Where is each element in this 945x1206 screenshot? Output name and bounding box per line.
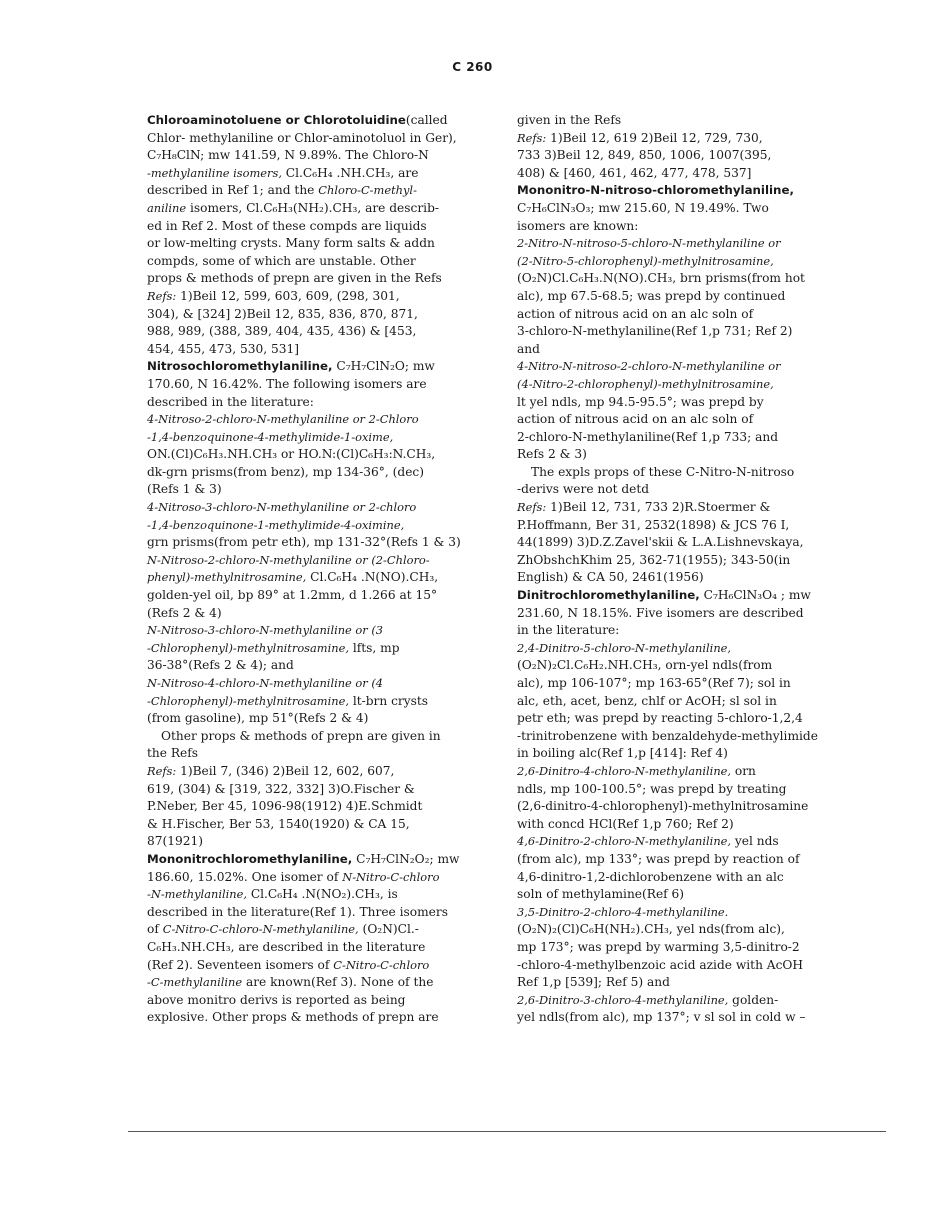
line-text: compds, some of which are unstable. Other <box>147 253 416 268</box>
text-line <box>147 587 472 605</box>
line-text: 1)Beil 12, 731, 733 2)R.Stoermer & <box>546 500 771 515</box>
line-text: mp 173°; was prepd by warming 3,5-dinitro-2 <box>517 939 800 954</box>
text-line <box>517 147 857 165</box>
line-text: ON.(Cl)C₆H₃.NH.CH₃ or HO.N:(Cl)C₆H₃:N.CH₃, <box>147 447 436 462</box>
text-line <box>517 851 857 869</box>
text-line <box>517 429 857 447</box>
text-line <box>517 165 857 183</box>
line-text: 36-38°(Refs 2 & 4); and <box>147 658 294 673</box>
text-line <box>517 622 857 640</box>
line-text: lt yel ndls, mp 94.5-95.5°; was prepd by <box>517 394 764 409</box>
text-line <box>517 605 857 623</box>
line-text: C₇H₈ClN; mw 141.59, N 9.89%. The Chloro-N <box>147 148 429 163</box>
line-text: (Refs 2 & 4) <box>147 605 222 620</box>
text-line <box>517 341 857 359</box>
line-text: orn <box>731 763 756 778</box>
italic-compound-name: aniline <box>147 200 187 215</box>
text-line <box>517 464 857 482</box>
italic-compound-name: -Chlorophenyl)-methylnitrosamine, <box>147 693 349 708</box>
line-text: the Refs <box>147 746 198 761</box>
italic-compound-name: 4-Nitroso-3-chloro-N-methylaniline or 2-chloro <box>147 500 417 515</box>
italic-compound-name: N-Nitro-C-chloro <box>342 869 440 884</box>
entry-heading: Dinitrochloromethylaniline, <box>517 588 700 603</box>
line-text: soln of methylamine(Ref 6) <box>517 887 685 902</box>
text-line <box>147 182 472 200</box>
line-text: Cl.C₆H₄ .N(NO).CH₃, <box>306 570 439 585</box>
line-text: -chloro-4-methylbenzoic acid azide with AcOH <box>517 957 804 972</box>
italic-compound-name: 3,5-Dinitro-2-chloro-4-methylaniline. <box>517 904 729 919</box>
text-line <box>517 235 857 253</box>
text-line <box>517 218 857 236</box>
italic-compound-name: N-Nitroso-3-chloro-N-methylaniline or (3 <box>147 623 384 638</box>
line-text: 1)Beil 12, 599, 603, 609, (298, 301, <box>176 288 400 303</box>
text-line <box>147 464 472 482</box>
line-text: C₇H₇ClN₂O₂; mw <box>352 851 460 866</box>
line-text: C₇H₆ClN₃O₃; mw 215.60, N 19.49%. Two <box>517 200 769 215</box>
text-line <box>147 833 472 851</box>
text-line <box>147 886 472 904</box>
line-text: isomers, Cl.C₆H₃(NH₂).CH₃, are describ- <box>186 200 439 215</box>
line-text: described in Ref 1; and the <box>147 183 319 198</box>
text-line <box>517 957 857 975</box>
text-line <box>517 569 857 587</box>
text-line <box>147 147 472 165</box>
text-line <box>147 341 472 359</box>
italic-compound-name: N-Nitroso-2-chloro-N-methylaniline or (2-Chloro- <box>147 552 430 567</box>
line-text: Ref 1,p [539]; Ref 5) and <box>517 975 670 990</box>
line-text: 408) & [460, 461, 462, 477, 478, 537] <box>517 165 752 180</box>
line-text: C₇H₇ClN₂O; mw <box>332 359 435 374</box>
line-text: (O₂N)Cl.C₆H₃.N(NO).CH₃, brn prisms(from hot <box>517 271 805 286</box>
text-line <box>517 640 857 658</box>
text-line <box>147 763 472 781</box>
text-line <box>517 992 857 1010</box>
line-text: dk-grn prisms(from benz), mp 134-36°, (dec) <box>147 464 424 479</box>
line-text: lt-brn crysts <box>348 693 429 708</box>
text-line <box>147 869 472 887</box>
line-text: -trinitrobenzene with benzaldehyde-methylimide <box>517 728 818 743</box>
line-text: 1)Beil 7, (346) 2)Beil 12, 602, 607, <box>176 763 395 778</box>
line-text: 186.60, 15.02%. One isomer of <box>147 869 343 884</box>
line-text: grn prisms(from petr eth), mp 131-32°(Refs 1 & 3) <box>147 535 461 550</box>
text-line <box>147 745 472 763</box>
line-text: English) & CA 50, 2461(1956) <box>517 570 704 585</box>
text-line <box>517 693 857 711</box>
line-text: P.Hoffmann, Ber 31, 2532(1898) & JCS 76 I, <box>517 517 790 532</box>
italic-compound-name: 2,6-Dinitro-4-chloro-N-methylaniline, <box>517 763 732 778</box>
text-line <box>147 552 472 570</box>
line-text: ZhObshchKhim 25, 362-71(1955); 343-50(in <box>517 552 791 567</box>
entry-heading: Chloroaminotoluene or Chlorotoluidine <box>147 113 406 127</box>
italic-compound-name: Refs: <box>517 130 547 145</box>
text-line <box>147 921 472 939</box>
text-line <box>517 358 857 376</box>
line-text: 2-chloro-N-methylaniline(Ref 1,p 733; and <box>517 429 779 444</box>
italic-compound-name: -1,4-benzoquinone-4-methylimide-1-oxime, <box>147 429 394 444</box>
left-text-column <box>147 112 472 1027</box>
text-line <box>147 200 472 218</box>
page-number: C 260 <box>452 60 493 74</box>
text-line <box>517 904 857 922</box>
text-line <box>147 622 472 640</box>
line-text: given in the Refs <box>517 113 622 127</box>
line-text: (Ref 2). Seventeen isomers of <box>147 957 334 972</box>
italic-compound-name: (2-Nitro-5-chlorophenyl)-methylnitrosamine, <box>517 253 774 268</box>
line-text: explosive. Other props & methods of prepn are <box>147 1010 439 1025</box>
text-line <box>147 974 472 992</box>
line-text: described in the literature: <box>147 394 314 409</box>
line-text: (called <box>405 113 448 127</box>
text-line <box>147 957 472 975</box>
text-line <box>517 675 857 693</box>
line-text: Chlor- methylaniline or Chlor-aminotoluol in Ger), <box>147 130 457 145</box>
text-line <box>147 411 472 429</box>
text-line <box>147 429 472 447</box>
line-text: action of nitrous acid on an alc soln of <box>517 412 754 427</box>
line-text: 454, 455, 473, 530, 531] <box>147 341 300 356</box>
italic-compound-name: -N-methylaniline, <box>147 887 247 902</box>
line-text: in the literature: <box>517 623 620 638</box>
text-line <box>147 640 472 658</box>
text-line <box>517 182 857 200</box>
line-text: 44(1899) 3)D.Z.Zavel'skii & L.A.Lishnevskaya, <box>517 535 804 550</box>
italic-compound-name: C-Nitro-C-chloro <box>333 957 430 972</box>
line-text: yel ndls(from alc), mp 137°; v sl sol in cold w – <box>517 1010 806 1025</box>
italic-compound-name: 4-Nitro-N-nitroso-2-chloro-N-methylaniline or <box>517 359 781 374</box>
line-text: 4,6-dinitro-1,2-dichlorobenzene with an alc <box>517 869 784 884</box>
text-line <box>147 657 472 675</box>
line-text: 231.60, N 18.15%. Five isomers are described <box>517 605 804 620</box>
text-line <box>517 534 857 552</box>
line-text: are known(Ref 3). None of the <box>242 975 434 990</box>
line-text: above monitro derivs is reported as being <box>147 992 406 1007</box>
text-line <box>147 728 472 746</box>
line-text: 304), & [324] 2)Beil 12, 835, 836, 870, 871, <box>147 306 418 321</box>
italic-compound-name: 2-Nitro-N-nitroso-5-chloro-N-methylaniline or <box>517 236 781 251</box>
text-line <box>147 569 472 587</box>
text-line <box>517 270 857 288</box>
text-line <box>517 587 857 605</box>
italic-compound-name: 2,6-Dinitro-3-chloro-4-methylaniline, <box>517 992 729 1007</box>
line-text: in boiling alc(Ref 1,p [414]: Ref 4) <box>517 746 728 761</box>
line-text: 988, 989, (388, 389, 404, 435, 436) & [453, <box>147 324 417 339</box>
text-line <box>147 218 472 236</box>
line-text: isomers are known: <box>517 218 639 233</box>
text-line <box>517 552 857 570</box>
text-line <box>147 798 472 816</box>
text-line <box>517 781 857 799</box>
text-line <box>147 130 472 148</box>
text-line <box>517 728 857 746</box>
line-text: ndls, mp 100-100.5°; was prepd by treating <box>517 781 787 796</box>
entry-heading: Mononitro-N-nitroso-chloromethylaniline, <box>517 183 794 198</box>
text-line <box>147 253 472 271</box>
text-line <box>147 112 472 130</box>
italic-compound-name: Refs: <box>517 500 547 515</box>
italic-compound-name: -Chlorophenyl)-methylnitrosamine, <box>147 640 349 655</box>
italic-compound-name: -1,4-benzoquinone-1-methylimide-4-oximine, <box>147 517 405 532</box>
text-line <box>147 675 472 693</box>
line-text: P.Neber, Ber 45, 1096-98(1912) 4)E.Schmidt <box>147 799 423 814</box>
line-text: Cl.C₆H₄ .N(NO₂).CH₃, is <box>246 887 398 902</box>
text-line <box>517 745 857 763</box>
text-line <box>147 288 472 306</box>
text-line <box>517 394 857 412</box>
text-line <box>147 904 472 922</box>
italic-compound-name: Refs: <box>147 288 177 303</box>
italic-compound-name: phenyl)-methylnitrosamine, <box>147 570 307 585</box>
line-text: props & methods of prepn are given in the Refs <box>147 271 442 286</box>
text-line <box>517 481 857 499</box>
text-line <box>147 358 472 376</box>
line-text: golden-yel oil, bp 89° at 1.2mm, d 1.266 at 15° <box>147 588 438 603</box>
line-text: C₆H₃.NH.CH₃, are described in the literature <box>147 939 426 954</box>
line-text: (2,6-dinitro-4-chlorophenyl)-methylnitrosamine <box>517 799 809 814</box>
line-text: alc, eth, acet, benz, chlf or AcOH; sl sol in <box>517 693 777 708</box>
right-text-column <box>517 112 857 1027</box>
italic-compound-name: Chloro-C-methyl- <box>318 183 417 198</box>
line-text: yel nds <box>731 834 779 849</box>
line-text: Cl.C₆H₄ .NH.CH₃, are <box>281 165 419 180</box>
text-line <box>517 939 857 957</box>
line-text: action of nitrous acid on an alc soln of <box>517 306 754 321</box>
text-line <box>517 657 857 675</box>
text-line <box>517 869 857 887</box>
line-text: -derivs were not detd <box>517 482 650 497</box>
text-line <box>147 235 472 253</box>
line-text: 733 3)Beil 12, 849, 850, 1006, 1007(395, <box>517 148 772 163</box>
text-line <box>147 939 472 957</box>
text-line <box>517 376 857 394</box>
line-text: (from alc), mp 133°; was prepd by reaction of <box>517 851 800 866</box>
text-line <box>147 481 472 499</box>
text-line <box>147 710 472 728</box>
text-line <box>147 446 472 464</box>
footer-rule <box>128 1131 886 1132</box>
text-line <box>517 798 857 816</box>
italic-compound-name: -C-methylaniline <box>147 975 243 990</box>
line-text: alc), mp 106-107°; mp 163-65°(Ref 7); sol in <box>517 676 791 690</box>
text-line <box>147 306 472 324</box>
entry-heading: Mononitrochloromethylaniline, <box>147 851 353 866</box>
text-line <box>147 323 472 341</box>
italic-compound-name: 4,6-Dinitro-2-chloro-N-methylaniline, <box>517 834 732 849</box>
text-line <box>517 517 857 535</box>
line-text: or low-melting crysts. Many form salts & addn <box>147 236 435 251</box>
text-line <box>147 1009 472 1027</box>
text-line <box>517 974 857 992</box>
text-line <box>517 833 857 851</box>
text-line <box>147 534 472 552</box>
entry-heading: Nitrosochloromethylaniline, <box>147 359 333 374</box>
text-line <box>147 693 472 711</box>
text-line <box>517 816 857 834</box>
line-text: & H.Fischer, Ber 53, 1540(1920) & CA 15, <box>147 816 410 831</box>
italic-compound-name: N-Nitroso-4-chloro-N-methylaniline or (4 <box>147 676 384 690</box>
line-text: (from gasoline), mp 51°(Refs 2 & 4) <box>147 711 369 726</box>
text-line <box>147 517 472 535</box>
text-line <box>147 394 472 412</box>
line-text: petr eth; was prepd by reacting 5-chloro-1,2,4 <box>517 711 803 726</box>
paragraph-start-text: Other props & methods of prepn are given in <box>161 728 441 743</box>
italic-compound-name: -methylaniline isomers, <box>147 165 282 180</box>
text-line <box>517 411 857 429</box>
text-line <box>517 1009 857 1027</box>
text-line <box>147 816 472 834</box>
italic-compound-name: (4-Nitro-2-chlorophenyl)-methylnitrosamine, <box>517 376 774 391</box>
line-text: 619, (304) & [319, 322, 332] 3)O.Fischer & <box>147 781 415 796</box>
line-text: alc), mp 67.5-68.5; was prepd by continued <box>517 288 786 303</box>
line-text: 3-chloro-N-methylaniline(Ref 1,p 731; Ref 2) <box>517 324 793 339</box>
text-line <box>147 781 472 799</box>
line-text: (O₂N)₂(Cl)C₆H(NH₂).CH₃, yel nds(from alc), <box>517 922 785 937</box>
text-line <box>147 499 472 517</box>
text-line <box>517 130 857 148</box>
line-text: golden- <box>728 992 779 1007</box>
text-line <box>517 446 857 464</box>
text-line <box>517 499 857 517</box>
line-text: C₇H₆ClN₃O₄ ; mw <box>699 588 811 603</box>
line-text: lfts, mp <box>348 640 400 655</box>
line-text: (Refs 1 & 3) <box>147 482 222 497</box>
italic-compound-name: C-Nitro-C-chloro-N-methylaniline, <box>162 922 359 937</box>
italic-compound-name: Refs: <box>147 763 177 778</box>
text-line <box>147 992 472 1010</box>
line-text: with concd HCl(Ref 1,p 760; Ref 2) <box>517 816 734 831</box>
line-text: described in the literature(Ref 1). Three isomers <box>147 904 448 919</box>
line-text: ed in Ref 2. Most of these compds are liquids <box>147 218 427 233</box>
line-text: of <box>147 922 163 937</box>
text-line <box>517 710 857 728</box>
text-line <box>517 200 857 218</box>
text-line <box>517 253 857 271</box>
line-text: and <box>517 341 540 356</box>
text-line <box>147 165 472 183</box>
line-text: 1)Beil 12, 619 2)Beil 12, 729, 730, <box>546 130 763 145</box>
text-line <box>517 763 857 781</box>
text-line <box>517 886 857 904</box>
line-text: 170.60, N 16.42%. The following isomers are <box>147 376 427 391</box>
text-line <box>517 323 857 341</box>
italic-compound-name: 2,4-Dinitro-5-chloro-N-methylaniline, <box>517 640 732 655</box>
text-line <box>517 288 857 306</box>
text-line <box>147 376 472 394</box>
paragraph-start-text: The expls props of these C-Nitro-N-nitroso <box>531 464 795 479</box>
italic-compound-name: 4-Nitroso-2-chloro-N-methylaniline or 2-Chloro <box>147 412 419 427</box>
line-text: (O₂N)₂Cl.C₆H₂.NH.CH₃, orn-yel ndls(from <box>517 658 773 673</box>
text-line <box>517 112 857 130</box>
line-text: Refs 2 & 3) <box>517 447 587 462</box>
text-line <box>147 605 472 623</box>
text-line <box>517 306 857 324</box>
text-line <box>147 270 472 288</box>
line-text: 87(1921) <box>147 834 204 849</box>
text-line <box>147 851 472 869</box>
line-text: (O₂N)Cl.- <box>358 922 419 937</box>
text-line <box>517 921 857 939</box>
